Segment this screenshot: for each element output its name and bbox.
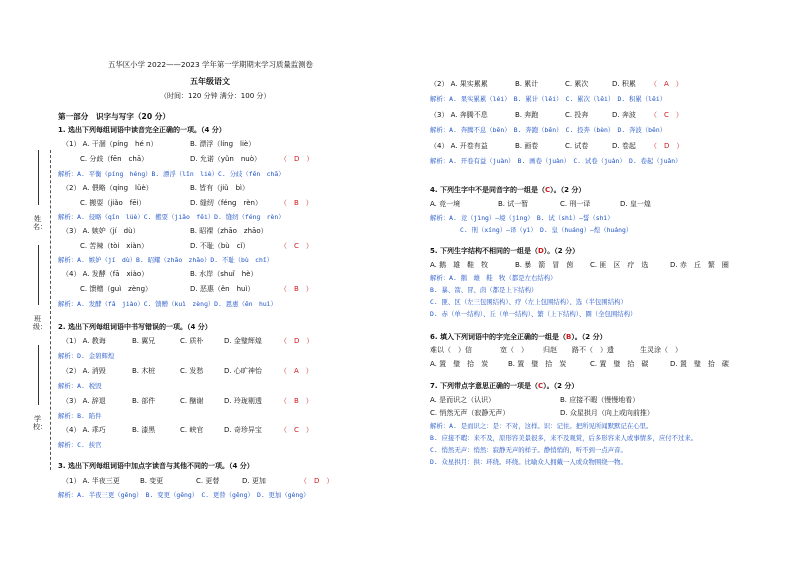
q5-explanation-2: B. 暴、箭、冒、茵（都是上下结构） (430, 286, 538, 294)
time-info: （时间：120 分钟 满分：100 分） (160, 92, 271, 100)
q6-opt-c: C. 置 璧 拾 碳 (590, 360, 649, 368)
q6-blank-b: 宽（ ） (500, 346, 528, 354)
q1-g4-explanation: 解析：A. 发酵（fā jiào）C. 馈赠（kuì zènɡ）D. 恩惠（ēn huì） (58, 300, 277, 308)
q2-g2-answer: （ A ） (280, 367, 313, 375)
q6-blank-c: 归赵 (543, 346, 557, 354)
class-label: 班级： (33, 315, 47, 331)
q2-g1-d: D. 金璧辉煌 (224, 337, 262, 345)
q7-answer: C (537, 382, 544, 390)
q2-g2-b: B. 木桩 (132, 367, 156, 375)
q2-g1-a: （1） A. 教诲 (62, 337, 106, 345)
q1-g4-answer: （ B ） (280, 285, 313, 293)
q3-g2-b: B. 累计 (515, 80, 539, 88)
q5-explanation-3: C. 匪、区（左三包围结构）、疗（左上包围结构）、选（半包围结构） (430, 298, 627, 306)
q3-g1-a: （1） A. 半夜三更 (62, 477, 120, 485)
q2-g4-d: D. 奇珍异宝 (224, 426, 262, 434)
q3-g1-d: D. 更加 (242, 477, 266, 485)
q1-g3-line2: C. 苦辣（tòi xiàn） (80, 242, 149, 250)
q1-g4-line2: C. 馈赠（guì zènɡ） (80, 285, 153, 293)
q2-g2-d: D. 心旷神怡 (224, 367, 262, 375)
q2-stem: 2. 选出下列每组词语中书写错误的一项。（4 分） (58, 323, 212, 331)
binding-dashed-line (50, 150, 51, 470)
name-line (38, 150, 39, 205)
q3-g1-answer: （ D ） (300, 477, 334, 485)
q1-g1-answer: （ D ） (280, 155, 314, 163)
q6-opt-b: B. 置 璧 拾 炭 (508, 360, 567, 368)
q3-g1-explanation: 解析：A. 半夜三更（gēng） B. 变更（gēng） C. 更替（gēng） D. 更加（gèng） (58, 491, 310, 499)
q2-g1-c: C. 质朴 (180, 337, 204, 345)
q5-explanation-1: 解析：A. 鹅 雄 鞋 牧（都是左右结构） (430, 274, 557, 282)
q4-answer: C (544, 186, 551, 194)
q3-g4-a: （4） A. 开卷有益 (430, 142, 488, 150)
q2-g4-c: C. 峡官 (180, 426, 204, 434)
q2-g1-b: B. 翼兄 (132, 337, 156, 345)
part1-title: 第一部分 识字与写字（20 分） (58, 112, 170, 121)
q7-explanation-2: B. 应接不暇：来不及，原形容美景很多，来不及观赏，后多形容来人或事情多，应付不过来。 (430, 434, 698, 442)
q1-g1-line1b: B. 漂浮（línɡ liè） (190, 140, 256, 148)
q3-g4-b: B. 画卷 (515, 142, 539, 150)
q4-explanation-1: 解析：A. 竞（jìng）—境（jìng） B. 试（shì）—誓（shì） (430, 214, 614, 222)
q5-stem: 5. 下列生字结构不相同的一组是（D）。（2 分） (430, 247, 580, 255)
q1-g3-answer: （ C ） (280, 242, 313, 250)
q7-explanation-3: C. 悄然无声：悄然：寂静无声的样子。静悄悄的，听不到一点声音。 (430, 446, 627, 454)
q4-explanation-2: C. 刑（xíng）—译（yì） D. 皇（huáng）—煌（huáng） (460, 226, 633, 234)
q5-opt-b: B. 暴 箭 冒 茵 (515, 261, 574, 269)
q1-g2-line1b: B. 皆有（jiǔ bì） (190, 184, 249, 192)
q1-g4-line1: （4） A. 发酵（fā xiào） (62, 270, 149, 278)
q1-g3-line1: （3） A. 嫉妒（jí dù） (62, 227, 140, 235)
q5-answer: D (537, 247, 544, 255)
q7-opt-d: D. 众星拱月（向上或向前推） (560, 409, 654, 417)
q3-stem: 3. 选出下列每组词语中加点字读音与其他不同的一项。（4 分） (58, 462, 254, 470)
school-exam-title: 五华区小学 2022——2023 学年第一学期期末学习质量监测卷 (108, 60, 313, 69)
q2-g3-c: C. 酗谢 (180, 397, 204, 405)
q7-explanation-1: 解析：A. 是而识之：是：不对，这样。识：记住。把所见所闻默默记在心里。 (430, 422, 653, 430)
q1-g2-line2b: D. 缝纫（fénɡ rèn） (190, 199, 262, 207)
q1-g4-line2b: D. 恶惠（ěn huì） (190, 285, 255, 293)
q3-g4-explanation: 解析：A. 开卷有益（juàn） B. 画卷（juàn） C. 试卷（juàn） D. 卷起（juǎn） (430, 157, 682, 165)
q1-stem: 1. 选出下列每组词语中读音完全正确的一项。（4 分） (58, 126, 226, 134)
q3-g2-c: C. 累次 (565, 80, 589, 88)
q5-opt-d: D. 赤 丘 繁 圈 (670, 261, 729, 269)
q1-g2-answer: （ B ） (280, 199, 313, 207)
q3-g3-c: C. 投奔 (565, 111, 589, 119)
q3-g2-answer: （ A ） (650, 80, 683, 88)
q4-opt-b: B. 试一暂 (498, 200, 529, 208)
q2-g4-a: （4） A. 乖巧 (62, 426, 106, 434)
q3-g3-a: （3） A. 奔腾不息 (430, 111, 488, 119)
q1-g4-line1b: B. 水岸（shuǐ hè） (190, 270, 258, 278)
q6-answer: B (565, 333, 572, 341)
subject-title: 五年级语文 (190, 77, 230, 86)
class-line (38, 245, 39, 305)
q3-g2-a: （2） A. 果实累累 (430, 80, 488, 88)
q3-g4-answer: （ D ） (650, 142, 684, 150)
q2-g4-answer: （ C ） (280, 426, 313, 434)
q3-g3-answer: （ C ） (650, 111, 683, 119)
q4-opt-a: A. 竞一境 (430, 200, 461, 208)
q5-opt-c: C. 匪 区 疗 选 (590, 261, 649, 269)
school-label: 学校： (33, 415, 47, 431)
q2-g3-d: D. 玲珑剔透 (224, 397, 262, 405)
q3-g3-explanation: 解析：A. 奔腾不息（bēn） B. 奔跑（bēn） C. 投奔（bèn） D. 奔波（bēn） (430, 126, 667, 134)
q6-blank-e: 生灵涂（ ） (640, 346, 682, 354)
q2-g3-answer: （ B ） (280, 397, 313, 405)
q6-opt-d: D. 置 璧 拾 碳 (670, 360, 729, 368)
school-line (38, 345, 39, 405)
q7-stem: 7. 下列带点字意思正确的一项是（C）。（2 分） (430, 382, 579, 390)
q1-g1-line2b: D. 允诺（yǔn nuò） (190, 155, 262, 163)
q2-g3-b: B. 部件 (132, 397, 156, 405)
q1-g1-line2: C. 分歧（fēn chā） (80, 155, 149, 163)
q1-g2-explanation: 解析：A. 侵略（qīn lüè）C. 搬耍（jiǎo fēi）D. 缝纫（fénɡ rèn） (58, 213, 285, 221)
q3-g1-b: B. 变更 (140, 477, 164, 485)
q6-stem: 6. 填入下列词语中的字完全正确的一组是（B）。（2 分） (430, 333, 607, 341)
q2-g3-a: （3） A. 辞退 (62, 397, 106, 405)
q3-g1-c: C. 更替 (196, 477, 220, 485)
q5-opt-a: A. 鹅 雄 鞋 牧 (430, 261, 489, 269)
q2-g2-explanation: 解析：A. 税毁 (58, 382, 102, 390)
q7-opt-b: B. 应接不暇（慢慢地看） (560, 396, 640, 404)
q2-g3-explanation: 解析：B. 陷件 (58, 412, 102, 420)
q7-opt-c: C. 悄然无声（寂静无声） (430, 409, 510, 417)
q3-g3-d: D. 奔波 (612, 111, 636, 119)
q3-g2-d: D. 积累 (612, 80, 636, 88)
q1-g3-explanation: 解析：A. 嫉妒（jí dù）B. 昭耀（zhāo zhāo）D. 不耻（bù chǐ） (58, 256, 274, 264)
q6-blank-a: 难以（ ）信 (430, 346, 472, 354)
q4-stem: 4. 下列生字中不是同音字的一组是（C）。（2 分） (430, 186, 586, 194)
q3-g2-explanation: 解析：A. 果实累累（léi） B. 累计（lěi） C. 累次（lěi） D. 积累（lěi） (430, 95, 667, 103)
q4-opt-d: D. 皇一煌 (620, 200, 651, 208)
q1-g1-line1: （1） A. 干涸（pínɡ hé n） (62, 140, 158, 148)
q4-opt-c: C. 刑一译 (560, 200, 591, 208)
q5-explanation-4: D. 赤（单一结构）、丘（单一结构）、繁（上下结构）、圈（全包围结构） (430, 310, 637, 318)
q7-opt-a: A. 是而识之（认识） (430, 396, 496, 404)
q1-g3-line2b: D. 不耻（bù cǐ） (190, 242, 250, 250)
q1-g2-line1: （2） A. 偎略（qínɡ lüè） (62, 184, 153, 192)
q6-blank-d: 路不（ ）遗 (572, 346, 614, 354)
q2-g4-b: B. 漆黑 (132, 426, 156, 434)
q7-explanation-4: D. 众星拱月：拱：环绕。环绕。比喻众人拥戴一人或众物围绕一物。 (430, 458, 627, 466)
q2-g2-c: C. 发愁 (180, 367, 204, 375)
q1-g1-explanation: 解析：A. 平衡（pínɡ hénɡ）B. 漂浮（lǐn liè）C. 分歧（fēn chā） (58, 170, 285, 178)
q3-g3-b: B. 奔跑 (515, 111, 539, 119)
q1-g2-line2: C. 搬耍（jiǎo fēi） (80, 199, 146, 207)
q2-g4-explanation: 解析：C. 挟官 (58, 441, 102, 449)
name-label: 姓名： (33, 215, 47, 231)
q2-g2-a: （2） A. 消毁 (62, 367, 106, 375)
q6-opt-a: A. 置 璧 拾 炭 (430, 360, 489, 368)
q1-g3-line1b: B. 昭裸（zhāo zhāo） (190, 227, 268, 235)
q3-g4-d: D. 卷起 (612, 142, 636, 150)
q2-g1-answer: （ D ） (280, 337, 314, 345)
q2-g1-explanation: 解析：D. 金碧辉煌 (58, 352, 115, 360)
q3-g4-c: C. 试卷 (565, 142, 589, 150)
